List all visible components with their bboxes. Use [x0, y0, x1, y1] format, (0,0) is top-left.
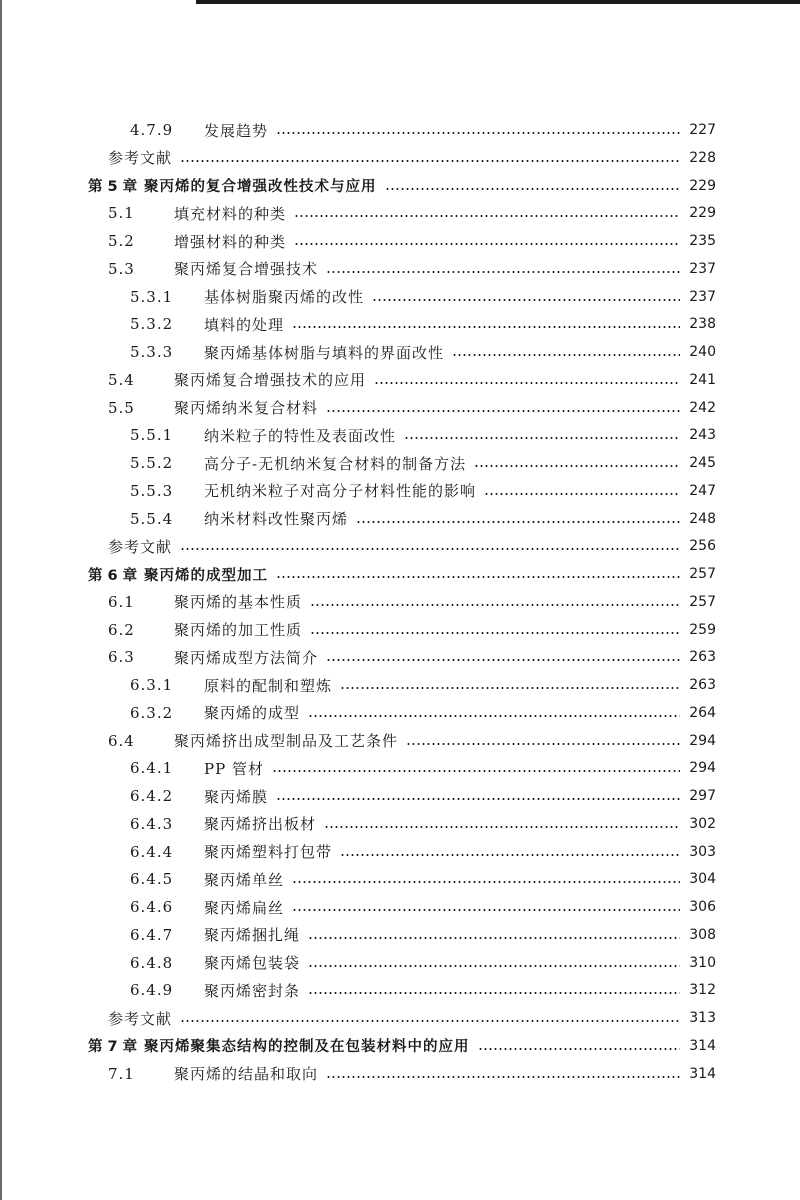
dot-leader	[292, 909, 680, 911]
toc-section-entry	[108, 366, 716, 394]
toc-entry-title: 聚丙烯的结晶和取向	[174, 1065, 319, 1083]
toc-entry-page-number: 228	[689, 149, 716, 166]
toc-section-entry	[108, 227, 716, 255]
toc-entry-number: 5.3.1	[130, 287, 174, 306]
toc-entry-number: 6.3.2	[130, 703, 174, 722]
dot-leader	[406, 743, 680, 745]
toc-entry-page-number: 313	[689, 1010, 716, 1026]
toc-entry-title: 聚丙烯挤出板材	[204, 815, 317, 834]
toc-entry-page-number: 310	[689, 954, 716, 971]
dot-leader	[308, 937, 680, 939]
toc-entry-page-number: 237	[689, 288, 716, 305]
dot-leader	[310, 604, 680, 606]
toc-entry-title: 聚丙烯聚集态结构的控制及在包装材料中的应用	[144, 1039, 470, 1056]
toc-entry-number: 6.4.5	[130, 870, 174, 889]
dot-leader	[324, 826, 680, 828]
toc-chapter-entry	[88, 172, 716, 200]
toc-section-entry	[130, 338, 716, 366]
toc-entry-number: 第 6 章	[88, 567, 138, 584]
dot-leader	[340, 854, 680, 856]
toc-entry-page-number: 306	[689, 899, 716, 915]
toc-entry-page-number: 256	[689, 538, 716, 555]
toc-entry-number: 第 5 章	[88, 179, 138, 195]
toc-entry-title: 高分子-无机纳米复合材料的制备方法	[204, 454, 467, 473]
toc-section-entry	[108, 255, 716, 283]
toc-entry-title: 增强材料的种类	[174, 232, 287, 251]
toc-chapter-entry	[88, 1032, 716, 1060]
dot-leader	[374, 382, 680, 384]
toc-section-entry	[130, 116, 716, 144]
toc-entry-number: 5.5.4	[130, 509, 174, 528]
dot-leader	[180, 1020, 680, 1022]
dot-leader	[326, 659, 680, 661]
dot-leader	[294, 215, 680, 217]
toc-entry-page-number: 314	[689, 1065, 716, 1082]
toc-section-entry	[108, 643, 716, 671]
toc-entry-title: 参考文献	[108, 149, 173, 168]
toc-entry-number: 5.3.3	[130, 343, 174, 361]
toc-section-entry	[130, 505, 716, 533]
dot-leader	[180, 548, 680, 550]
top-border-line	[196, 0, 800, 4]
toc-entry-number: 6.2	[108, 620, 135, 639]
toc-entry-number: 7.1	[108, 1064, 135, 1083]
dot-leader	[292, 881, 680, 883]
dot-leader	[272, 770, 680, 772]
toc-entry-title: 聚丙烯复合增强技术	[174, 260, 319, 279]
toc-entry-title: 聚丙烯纳米复合材料	[174, 399, 319, 417]
toc-section-entry	[130, 810, 716, 838]
toc-entry-page-number: 229	[689, 177, 716, 194]
toc-entry-title: 聚丙烯的成型加工	[144, 567, 268, 584]
toc-chapter-entry	[88, 560, 716, 588]
toc-entry-page-number: 237	[689, 260, 716, 277]
toc-section-entry	[130, 838, 716, 866]
toc-entry-title: 聚丙烯的复合增强改性技术与应用	[144, 179, 377, 195]
toc-section-entry	[108, 616, 716, 644]
toc-section-entry	[130, 671, 716, 699]
dot-leader	[404, 437, 680, 439]
dot-leader	[372, 299, 680, 301]
dot-leader	[276, 132, 680, 134]
toc-entry-number: 6.4.7	[130, 925, 174, 944]
toc-entry-title: 纳米材料改性聚丙烯	[204, 510, 349, 528]
toc-entry-page-number: 257	[689, 566, 716, 582]
toc-section-entry	[108, 1060, 716, 1088]
toc-section-entry	[130, 283, 716, 311]
toc-entry-title: 聚丙烯的成型	[204, 704, 301, 723]
toc-entry-page-number: 245	[689, 455, 716, 471]
toc-entry-title: 发展趋势	[204, 121, 269, 140]
toc-entry-number: 5.2	[108, 232, 135, 250]
toc-section-entry	[108, 588, 716, 616]
toc-entry-title: 聚丙烯成型方法简介	[174, 648, 319, 667]
toc-entry-number: 5.4	[108, 370, 135, 389]
toc-entry-title: 聚丙烯的基本性质	[174, 593, 303, 612]
toc-section-entry	[130, 421, 716, 449]
toc-entry-title: 聚丙烯的加工性质	[174, 621, 303, 639]
dot-leader	[292, 326, 680, 328]
toc-entry-page-number: 238	[689, 316, 716, 333]
toc-entry-page-number: 294	[689, 760, 716, 777]
dot-leader	[478, 1048, 681, 1050]
toc-entry-title: 聚丙烯塑料打包带	[204, 843, 333, 861]
toc-entry-page-number: 242	[689, 399, 716, 416]
toc-entry-page-number: 314	[689, 1037, 716, 1054]
toc-entry-title: 填充材料的种类	[174, 204, 287, 223]
toc-entry-number: 4.7.9	[130, 121, 174, 139]
toc-entry-page-number: 240	[689, 344, 716, 360]
toc-references-entry	[108, 144, 716, 172]
toc-entry-number: 6.4.6	[130, 898, 174, 916]
toc-entry-number: 6.4.9	[130, 981, 174, 1000]
toc-entry-title: 聚丙烯密封条	[204, 981, 301, 1000]
dot-leader	[308, 715, 680, 717]
toc-section-entry	[130, 921, 716, 949]
toc-entry-number: 5.3	[108, 259, 135, 278]
dot-leader	[276, 576, 680, 578]
dot-leader	[326, 271, 680, 273]
toc-entry-title: 基体树脂聚丙烯的改性	[204, 288, 365, 306]
toc-entry-page-number: 264	[689, 704, 716, 721]
dot-leader	[308, 965, 680, 967]
toc-entry-page-number: 302	[689, 815, 716, 832]
toc-entry-title: 聚丙烯基体树脂与填料的界面改性	[204, 343, 445, 362]
toc-entry-number: 5.5.3	[130, 481, 174, 500]
toc-entry-title: 聚丙烯扁丝	[204, 898, 285, 917]
toc-section-entry	[130, 949, 716, 977]
toc-entry-number: 第 7 章	[88, 1039, 138, 1056]
toc-entry-page-number: 257	[689, 593, 716, 610]
toc-entry-page-number: 308	[689, 926, 716, 943]
toc-entry-page-number: 297	[689, 788, 716, 804]
toc-entry-number: 6.4.2	[130, 787, 174, 805]
toc-section-entry	[108, 199, 716, 227]
dot-leader	[326, 1076, 680, 1078]
toc-entry-number: 5.5.1	[130, 426, 174, 445]
toc-entry-number: 6.4.8	[130, 953, 174, 972]
toc-section-entry	[130, 865, 716, 893]
dot-leader	[180, 160, 680, 162]
toc-section-entry	[130, 893, 716, 921]
dot-leader	[326, 410, 680, 412]
toc-entry-title: 聚丙烯复合增强技术的应用	[174, 371, 367, 390]
dot-leader	[452, 354, 680, 356]
toc-entry-page-number: 304	[689, 871, 716, 888]
toc-entry-page-number: 263	[689, 649, 716, 666]
toc-section-entry	[130, 477, 716, 505]
toc-entry-title: 参考文献	[108, 1009, 173, 1028]
toc-entry-page-number: 229	[689, 205, 716, 222]
toc-section-entry	[130, 976, 716, 1004]
toc-entry-number: 5.3.2	[130, 315, 174, 334]
toc-entry-number: 6.3	[108, 648, 135, 667]
toc-section-entry	[130, 699, 716, 727]
toc-references-entry	[108, 1004, 716, 1032]
dot-leader	[310, 632, 680, 634]
toc-entry-number: 6.4.1	[130, 759, 174, 778]
toc-entry-page-number: 263	[689, 677, 716, 693]
toc-entry-page-number: 247	[689, 482, 716, 499]
dot-leader	[294, 243, 680, 245]
dot-leader	[340, 687, 680, 689]
toc-entry-title: 参考文献	[108, 537, 173, 556]
dot-leader	[356, 521, 680, 523]
toc-entry-title: 聚丙烯膜	[204, 787, 269, 806]
toc-entry-number: 6.4.4	[130, 842, 174, 861]
toc-references-entry	[108, 532, 716, 560]
toc-entry-page-number: 243	[689, 427, 716, 444]
dot-leader	[484, 493, 680, 495]
toc-entry-page-number: 235	[689, 233, 716, 249]
toc-section-entry	[108, 727, 716, 755]
toc-entry-page-number: 303	[689, 843, 716, 860]
toc-entry-title: 聚丙烯单丝	[204, 870, 285, 889]
dot-leader	[276, 798, 680, 800]
toc-entry-number: 6.1	[108, 592, 135, 611]
toc-entry-number: 5.5	[108, 398, 135, 417]
dot-leader	[385, 188, 681, 190]
toc-section-entry	[130, 754, 716, 782]
toc-entry-number: 6.4.3	[130, 814, 174, 833]
toc-entry-title: 聚丙烯包装袋	[204, 954, 301, 972]
toc-entry-number: 6.3.1	[130, 676, 174, 694]
toc-entry-title: 聚丙烯挤出成型制品及工艺条件	[174, 732, 399, 750]
toc-entry-title: 纳米粒子的特性及表面改性	[204, 426, 397, 445]
dot-leader	[474, 465, 680, 467]
toc-entry-number: 5.1	[108, 204, 135, 223]
toc-entry-title: PP 管材	[204, 759, 264, 778]
toc-entry-page-number: 241	[689, 371, 716, 388]
toc-entry-title: 聚丙烯捆扎绳	[204, 926, 301, 945]
toc-entry-title: 无机纳米粒子对高分子材料性能的影响	[204, 482, 477, 501]
toc-entry-number: 5.5.2	[130, 454, 174, 472]
left-border-line	[0, 0, 2, 1200]
toc-entry-title: 原料的配制和塑炼	[204, 676, 333, 695]
toc-entry-page-number: 248	[689, 510, 716, 527]
toc-entry-page-number: 312	[689, 982, 716, 999]
toc-section-entry	[130, 782, 716, 810]
toc-section-entry	[130, 310, 716, 338]
toc-entry-title: 填料的处理	[204, 315, 285, 334]
toc-entry-number: 6.4	[108, 731, 135, 750]
toc-entry-page-number: 294	[689, 732, 716, 749]
dot-leader	[308, 992, 680, 994]
toc-entry-page-number: 227	[689, 122, 716, 138]
toc-section-entry	[108, 394, 716, 422]
toc-section-entry	[130, 449, 716, 477]
toc-entry-page-number: 259	[689, 621, 716, 638]
